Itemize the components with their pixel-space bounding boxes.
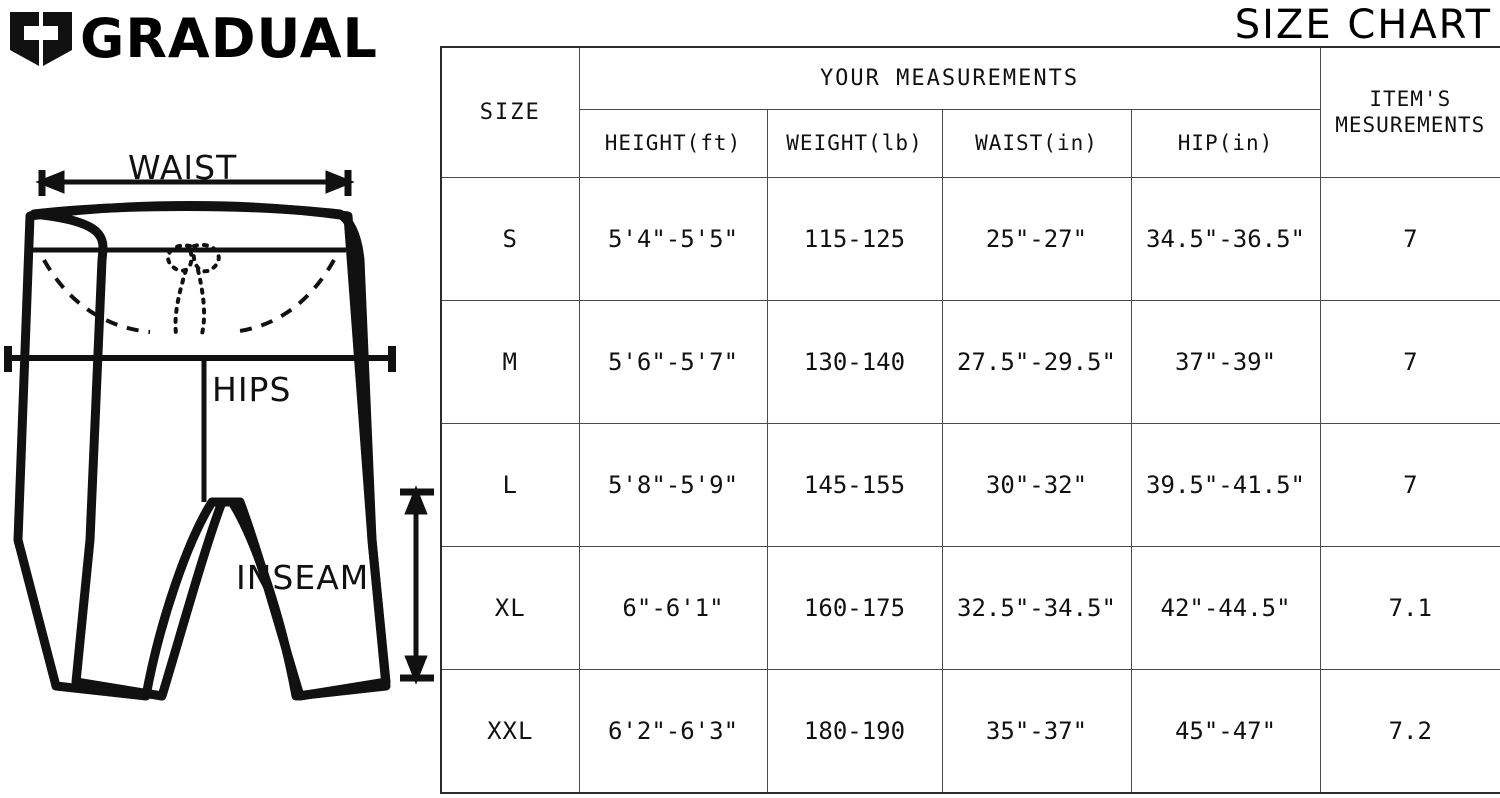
size-chart-table-wrap (440, 46, 1500, 794)
header-item-line1: ITEM'S (1369, 87, 1452, 111)
brand-name: GRADUAL (80, 7, 378, 70)
inseam-arrow (400, 492, 434, 678)
cell-hip-xxl: 45"-47" (1131, 670, 1320, 793)
cell-waist-xxl: 35"-37" (942, 670, 1131, 793)
size-chart-panel (440, 0, 1500, 798)
shield-g-logo-icon (8, 10, 74, 68)
cell-inseam-s: 7 (1320, 177, 1500, 300)
shorts-measurement-diagram (0, 110, 440, 730)
cell-waist-xl: 32.5"-34.5" (942, 547, 1131, 670)
shorts-outline-svg (0, 110, 440, 730)
header-item-measurements (1320, 47, 1500, 177)
cell-inseam-l: 7 (1320, 423, 1500, 546)
header-height: HEIGHT(ft) (579, 109, 767, 177)
table-row (441, 177, 1500, 300)
cell-inseam-xxl: 7.2 (1320, 670, 1500, 793)
header-waist: WAIST(in) (942, 109, 1131, 177)
cell-inseam-xl: 7.1 (1320, 547, 1500, 670)
waist-label: WAIST (128, 148, 238, 187)
table-row (441, 423, 1500, 546)
cell-size-l: L (441, 423, 579, 546)
cell-hip-s: 34.5"-36.5" (1131, 177, 1320, 300)
product-diagram-panel (0, 0, 440, 798)
cell-size-s: S (441, 177, 579, 300)
cell-weight-xl: 160-175 (767, 547, 942, 670)
cell-hip-l: 39.5"-41.5" (1131, 423, 1320, 546)
cell-inseam-m: 7 (1320, 300, 1500, 423)
hips-label: HIPS (212, 370, 292, 409)
cell-waist-l: 30"-32" (942, 423, 1131, 546)
drawstring-bow (168, 245, 219, 334)
cell-size-xl: XL (441, 547, 579, 670)
hips-line (8, 346, 392, 372)
cell-weight-s: 115-125 (767, 177, 942, 300)
cell-waist-s: 25"-27" (942, 177, 1131, 300)
table-row (441, 300, 1500, 423)
size-chart-table (440, 46, 1500, 794)
cell-height-xxl: 6'2"-6'3" (579, 670, 767, 793)
cell-hip-xl: 42"-44.5" (1131, 547, 1320, 670)
cell-height-l: 5'8"-5'9" (579, 423, 767, 546)
header-item-line2: MESUREMENTS (1335, 113, 1486, 138)
cell-height-m: 5'6"-5'7" (579, 300, 767, 423)
cell-weight-l: 145-155 (767, 423, 942, 546)
table-header-group-row (441, 47, 1500, 109)
shorts-body-outline (34, 207, 386, 697)
cell-height-s: 5'4"-5'5" (579, 177, 767, 300)
cell-waist-m: 27.5"-29.5" (942, 300, 1131, 423)
header-weight: WEIGHT(lb) (767, 109, 942, 177)
inseam-label: INSEAM (236, 558, 370, 597)
cell-hip-m: 37"-39" (1131, 300, 1320, 423)
cell-size-xxl: XXL (441, 670, 579, 793)
table-row (441, 670, 1500, 793)
cell-size-m: M (441, 300, 579, 423)
header-your-measurements: YOUR MEASUREMENTS (579, 47, 1320, 109)
cell-weight-xxl: 180-190 (767, 670, 942, 793)
right-pocket-dashed (232, 260, 334, 332)
cell-height-xl: 6"-6'1" (579, 547, 767, 670)
page-title: SIZE CHART (1234, 2, 1492, 48)
header-size: SIZE (441, 47, 579, 177)
cell-weight-m: 130-140 (767, 300, 942, 423)
brand-logo (8, 8, 428, 70)
header-hip: HIP(in) (1131, 109, 1320, 177)
table-row (441, 547, 1500, 670)
